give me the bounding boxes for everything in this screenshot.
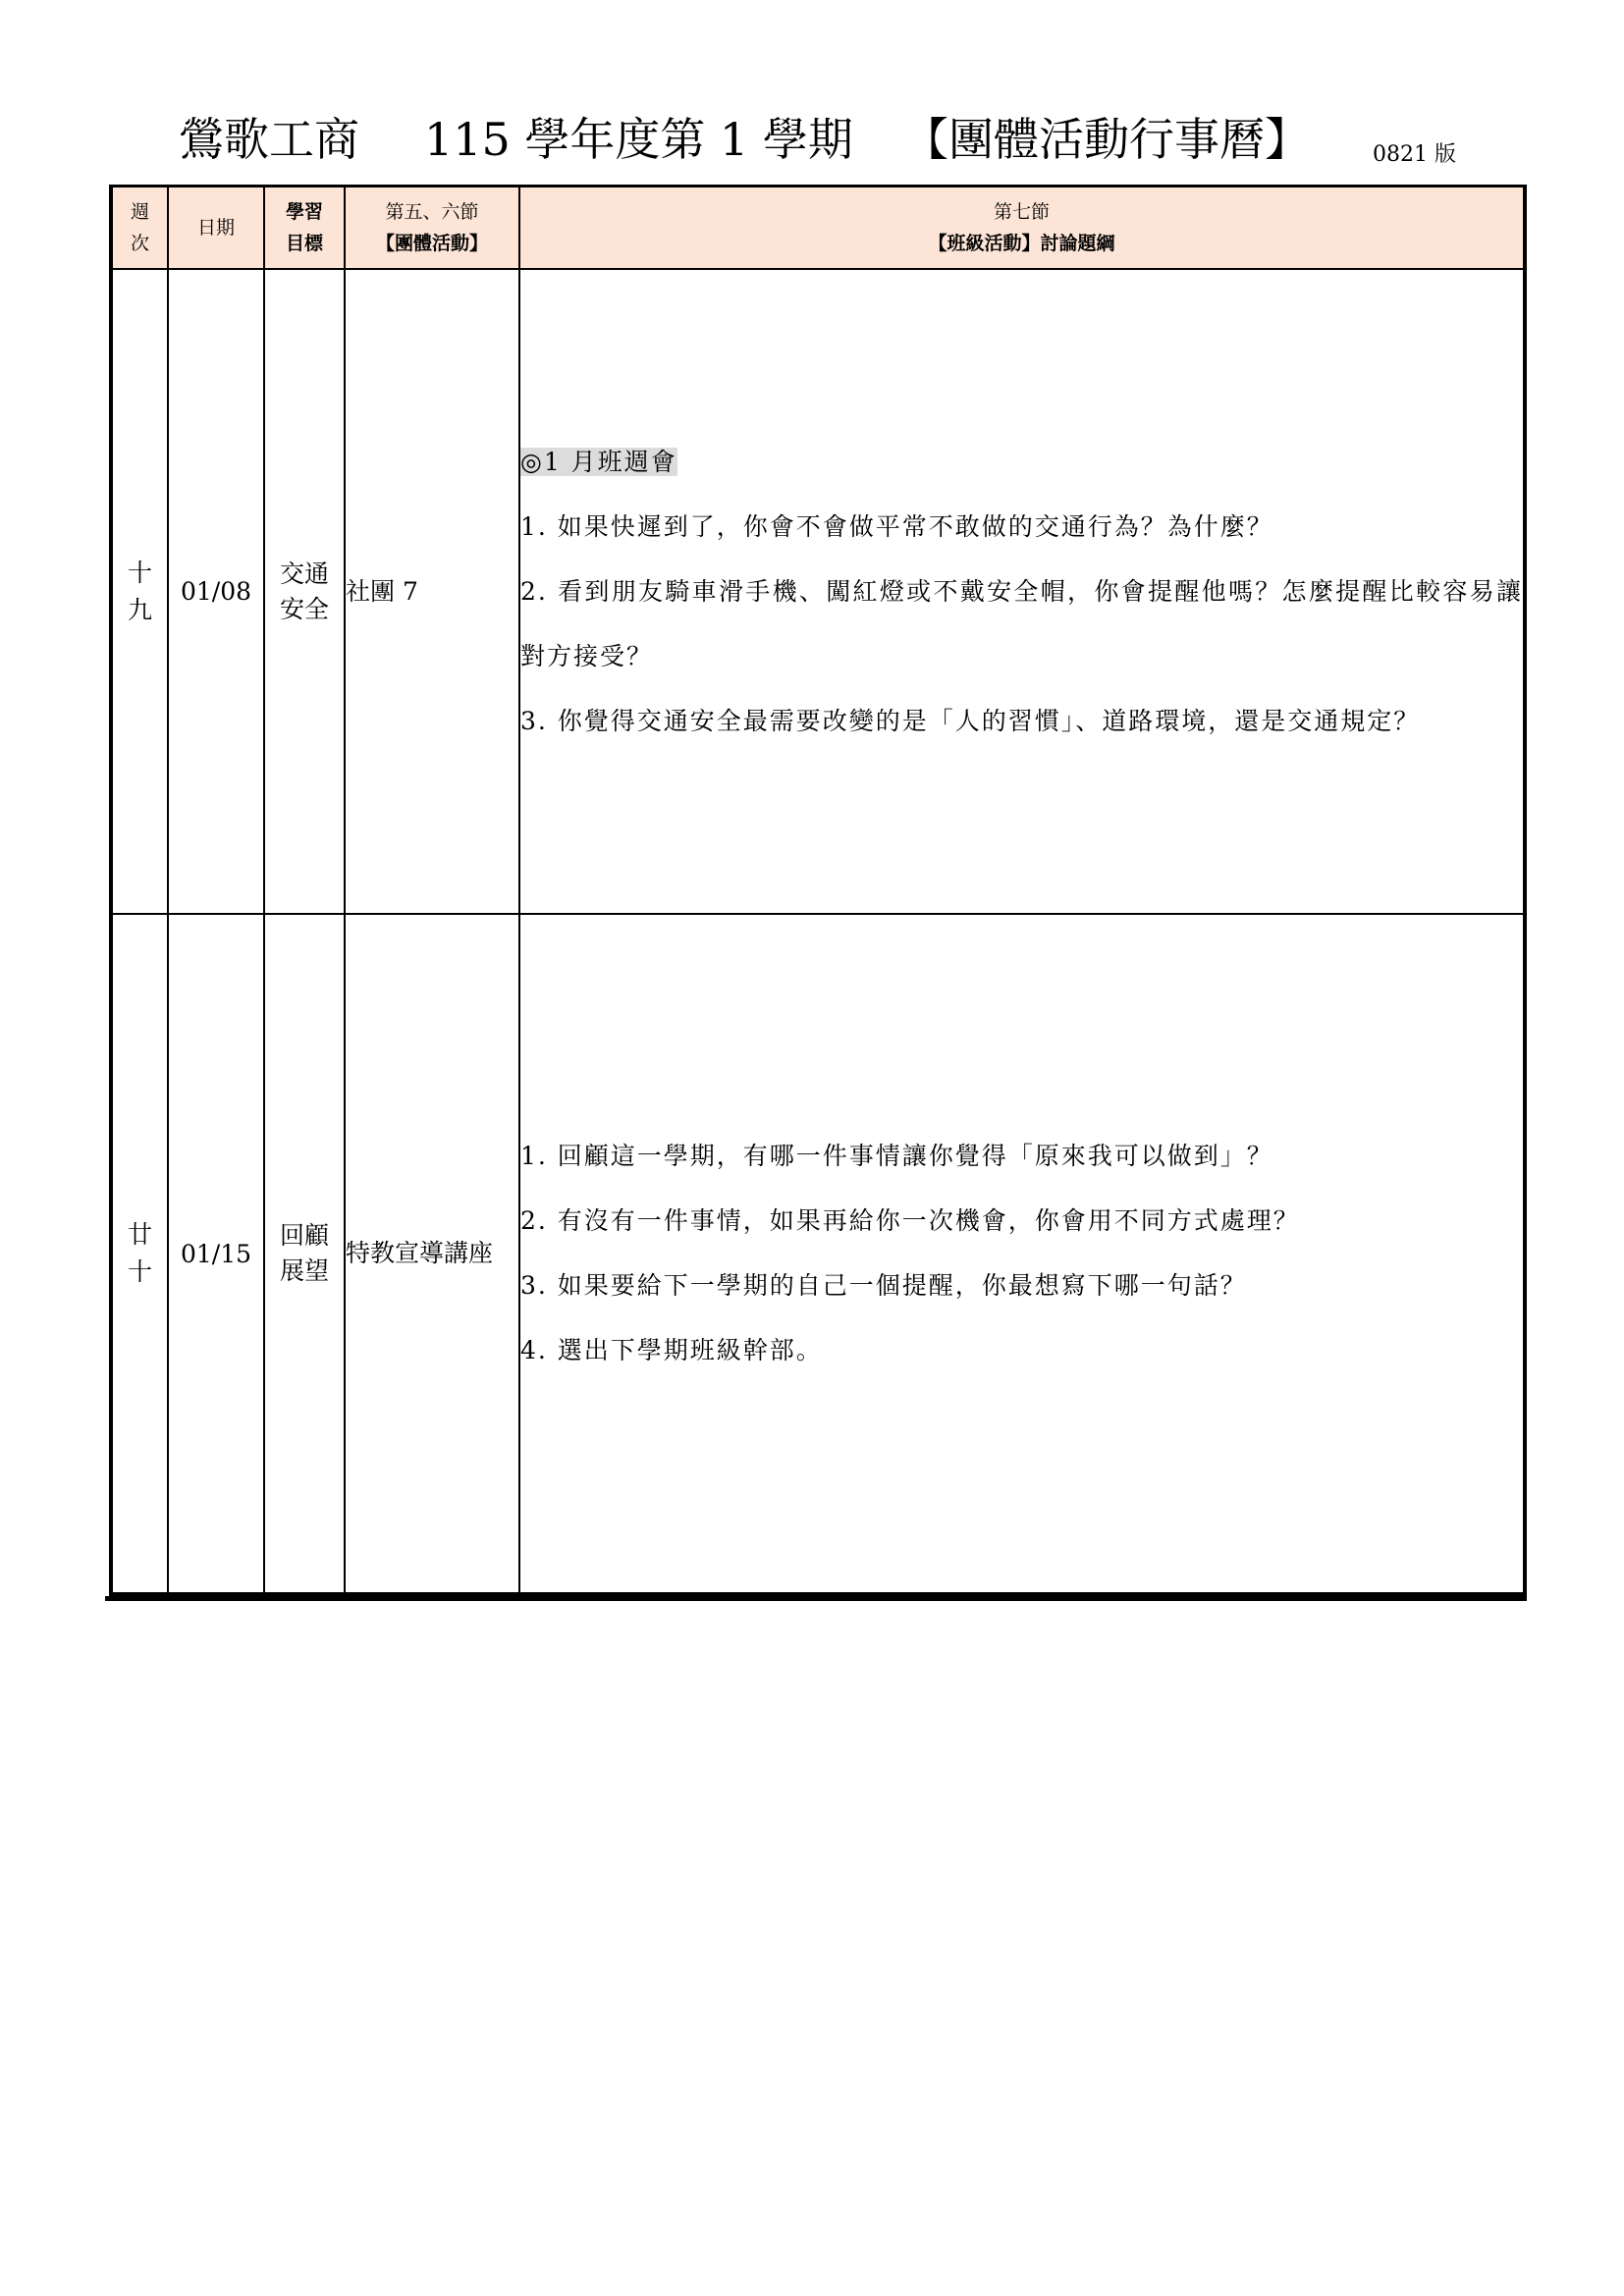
header-class-activity: 第七節 【班級活動】討論題綱 (519, 187, 1525, 270)
group-activity-cell: 社團 7 (345, 269, 519, 914)
date-cell: 01/15 (168, 914, 264, 1595)
topic-item: 3. 如果要給下一學期的自己一個提醒，你最想寫下哪一句話？ (520, 1271, 1247, 1300)
topic-item: 2. 有沒有一件事情，如果再給你一次機會，你會用不同方式處理？ (520, 1206, 1300, 1235)
topic-item: 3. 你覺得交通安全最需要改變的是「人的習慣」、道路環境，還是交通規定？ (520, 706, 1421, 735)
header-date: 日期 (168, 187, 264, 270)
group-activity-cell: 特教宣導講座 (345, 914, 519, 1595)
school-name: 鶯歌工商 (179, 113, 359, 166)
document-name: 【團體活動行事曆】 (903, 113, 1310, 166)
table-header-row (111, 187, 1525, 270)
discussion-topics-cell (519, 914, 1525, 1595)
table-bottom-rule (105, 1596, 1527, 1601)
header-goal: 學習 目標 (264, 187, 345, 270)
date-cell: 01/08 (168, 269, 264, 914)
goal-cell: 交通 安全 (264, 269, 345, 914)
header-week: 週 次 (111, 187, 168, 270)
activity-calendar-table (109, 185, 1527, 1597)
topic-item: 1. 回顧這一學期，有哪一件事情讓你覺得「原來我可以做到」？ (520, 1142, 1273, 1170)
week-number: 廿 十 (111, 914, 168, 1595)
page-title (0, 110, 1624, 169)
header-group-activity: 第五、六節 【團體活動】 (345, 187, 519, 270)
table-row (111, 269, 1525, 914)
topic-item: 2. 看到朋友騎車滑手機、闖紅燈或不戴安全帽，你會提醒他嗎？怎麼提醒比較容易讓對方接受？ (520, 576, 1523, 670)
discussion-topics-cell (519, 269, 1525, 914)
version-label: 0821 版 (1373, 142, 1456, 167)
topic-item: 4. 選出下學期班級幹部。 (520, 1336, 823, 1364)
week-number: 十 九 (111, 269, 168, 914)
table-row (111, 914, 1525, 1595)
goal-cell: 回顧 展望 (264, 914, 345, 1595)
term-label: 115 學年度第 1 學期 (424, 113, 853, 166)
topic-item: 1. 如果快遲到了，你會不會做平常不敢做的交通行為？為什麼？ (520, 511, 1273, 541)
topic-heading: ◎1 月班週會 (520, 447, 677, 476)
